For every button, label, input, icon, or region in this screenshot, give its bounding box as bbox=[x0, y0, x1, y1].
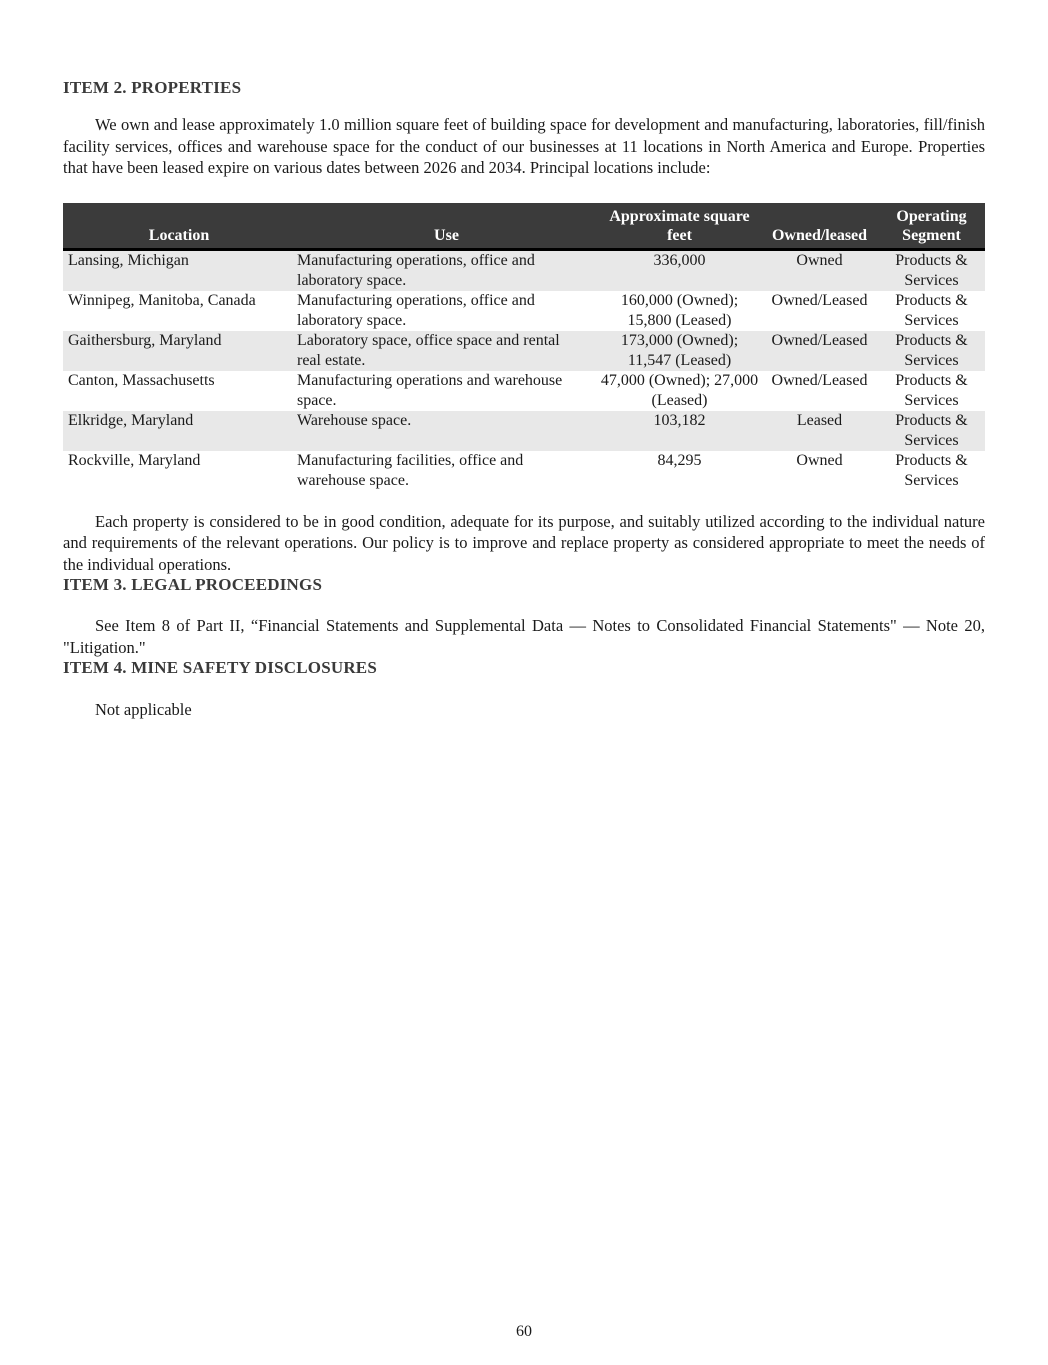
item2-condition-paragraph: Each property is considered to be in good condition, adequate for its purpose, and suitably utilized according to the individual nature and requirements of the relevant operations. Our policy is to improve and replace property as considered appropriate to meet the needs of the individual operations. bbox=[63, 511, 985, 574]
item2-intro-paragraph: We own and lease approximately 1.0 million square feet of building space for development and manufacturing, laboratories, fill/​finish facility services, offices and warehouse space for the conduct of our businesses at 11 locations in North America and Europe. Properties that have been leased expire on various dates between 2026 and 2034. Principal locations include: bbox=[63, 115, 985, 177]
cell-operating-segment: Products & Services bbox=[895, 451, 968, 489]
cell-use: Manufacturing operations, office and laboratory space. bbox=[297, 251, 535, 289]
cell-location: Canton, Massachusetts bbox=[68, 371, 215, 389]
cell-owned-leased: Leased bbox=[796, 411, 843, 429]
properties-table bbox=[63, 203, 985, 491]
cell-owned-leased: Owned/Leased bbox=[771, 371, 868, 389]
cell-operating-segment: Products & Services bbox=[895, 411, 968, 449]
col-header-location: Location bbox=[63, 203, 295, 250]
cell-owned-leased: Owned/Leased bbox=[771, 291, 868, 309]
cell-use: Manufacturing facilities, office and warehouse space. bbox=[297, 451, 524, 489]
item4-paragraph: Not applicable bbox=[95, 700, 192, 719]
table-row bbox=[63, 451, 985, 491]
cell-owned-leased: Owned/Leased bbox=[771, 331, 868, 349]
col-header-operating-segment: Operating Segment bbox=[878, 203, 985, 250]
cell-operating-segment: Products & Services bbox=[895, 331, 968, 369]
cell-owned-leased: Owned bbox=[796, 251, 843, 269]
page-number: 60 bbox=[516, 1323, 532, 1340]
cell-square-feet: 84,295 bbox=[657, 451, 702, 469]
cell-operating-segment: Products & Services bbox=[895, 371, 968, 409]
cell-operating-segment: Products & Services bbox=[895, 291, 968, 329]
cell-location: Winnipeg, Manitoba, Canada bbox=[68, 291, 256, 309]
cell-location: Rockville, Maryland bbox=[68, 451, 201, 469]
item4-heading: ITEM 4. MINE SAFETY DISCLOSURES bbox=[63, 658, 377, 677]
cell-square-feet: 336,000 bbox=[653, 251, 706, 269]
table-row bbox=[63, 331, 985, 371]
cell-location: Gaithersburg, Maryland bbox=[68, 331, 222, 349]
col-header-owned-leased: Owned/leased bbox=[761, 203, 878, 250]
table-header-row bbox=[63, 203, 985, 250]
cell-square-feet: 173,000 (Owned); 11,547 (Leased) bbox=[620, 331, 739, 369]
table-row bbox=[63, 291, 985, 331]
col-header-sqft: Approximate square feet bbox=[598, 203, 761, 250]
properties-table-head bbox=[63, 203, 985, 250]
cell-square-feet: 47,000 (Owned); 27,000 (Leased) bbox=[600, 371, 759, 409]
cell-use: Manufacturing operations, office and laboratory space. bbox=[297, 291, 535, 329]
properties-table-body bbox=[63, 249, 985, 491]
item3-heading: ITEM 3. LEGAL PROCEEDINGS bbox=[63, 575, 323, 594]
cell-square-feet: 160,000 (Owned); 15,800 (Leased) bbox=[620, 291, 739, 329]
cell-location: Lansing, Michigan bbox=[68, 251, 189, 269]
cell-location: Elkridge, Maryland bbox=[68, 411, 194, 429]
col-header-use: Use bbox=[295, 203, 598, 250]
table-row bbox=[63, 371, 985, 411]
cell-use: Laboratory space, office space and rental real estate. bbox=[297, 331, 560, 369]
cell-use: Manufacturing operations and warehouse space. bbox=[297, 371, 563, 409]
cell-operating-segment: Products & Services bbox=[895, 251, 968, 289]
item3-paragraph: See Item 8 of Part II, “Financial Statements and Supplemental Data — Notes to Consolidated Financial Statements" — Note 20, "Litigation." bbox=[63, 616, 985, 657]
cell-owned-leased: Owned bbox=[796, 451, 843, 469]
table-row bbox=[63, 411, 985, 451]
item2-heading: ITEM 2. PROPERTIES bbox=[63, 78, 242, 97]
cell-square-feet: 103,182 bbox=[653, 411, 706, 429]
table-row bbox=[63, 249, 985, 291]
cell-use: Warehouse space. bbox=[297, 411, 412, 429]
page-content bbox=[63, 0, 985, 721]
top-margin bbox=[63, 0, 985, 78]
